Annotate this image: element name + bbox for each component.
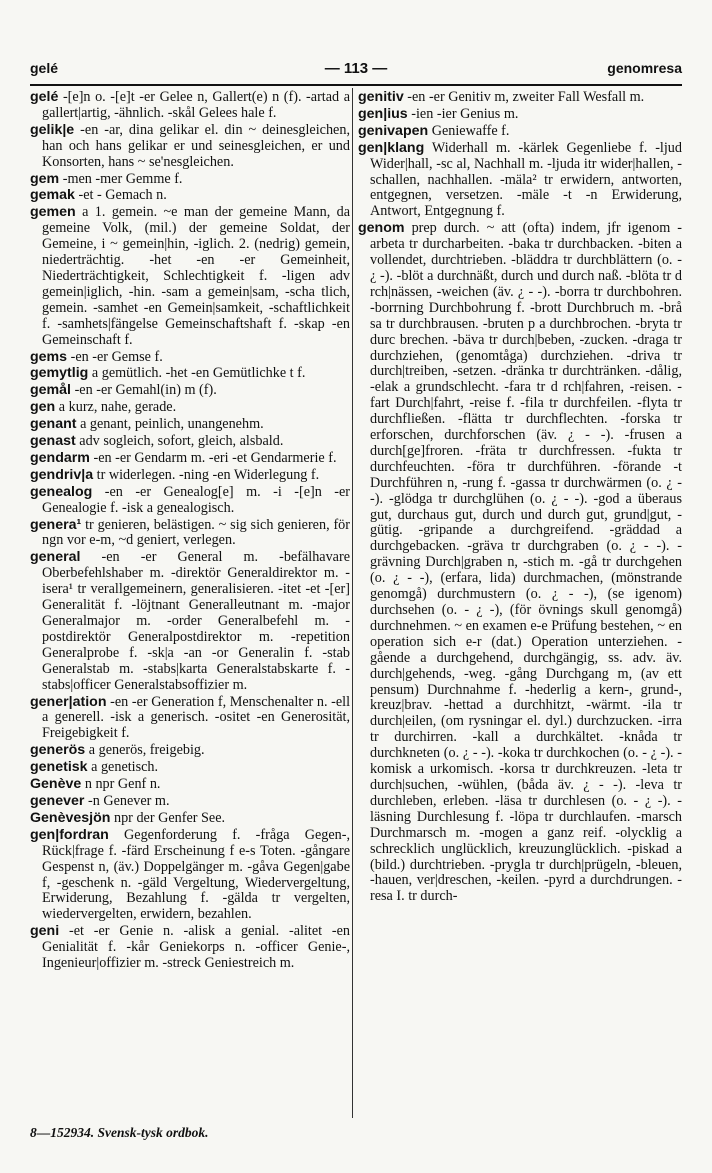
page-number: — 113 —	[324, 60, 388, 77]
entry-headword: Genève	[30, 776, 82, 793]
entry-headword: gemål	[30, 382, 72, 399]
entry-definition: -en -er Genitiv m, zweiter Fall Wesfall m.	[407, 89, 645, 105]
dictionary-entry	[30, 695, 350, 743]
dictionary-entry	[30, 760, 350, 776]
entry-definition: Widerhall m. -kärlek Gegenliebe f. -ljud Wider|hall, -sc al, Nachhall m. -ljuda itr wider|hallen, -schallen, nachhallen. -mäla² tr erwidern, antworten, entgegnen, versetzen. -mäle -t -n Erwiderung, Antwort, Entgegnung f.	[370, 139, 682, 220]
entry-definition: -et - Gemach n.	[78, 187, 167, 204]
entry-headword: gemen	[30, 204, 76, 221]
entry-headword: gemytlig	[30, 365, 89, 382]
dictionary-entry	[30, 188, 350, 204]
dictionary-entry	[30, 383, 350, 399]
entry-definition: adv sogleich, sofort, gleich, alsbald.	[79, 433, 284, 450]
entry-headword: gelik|e	[30, 121, 75, 138]
entry-headword: gems	[30, 348, 68, 365]
dictionary-entry	[30, 90, 350, 122]
right-column	[358, 90, 682, 906]
left-column	[30, 90, 350, 973]
entry-definition: -en -er General m. -befälhavare Oberbefehlshaber m. -direktör Generaldirektor m. -isera¹ tr verallgemeinern, generalisieren. -itet -et -[er] Generalität f. -löjtnant Generalleutnant m. -major Generalmajor m. -order Generalbefehl m. -postdirektör Generalpostdirektor m. -repetition Generalprobe f. -sk|a -an -or Generalin f. -stab Generalstab m. -stabs|karta Generalstabskarte f. -stabs|officer Generalstabsoffizier m.	[42, 549, 350, 693]
entry-headword: gemak	[30, 187, 75, 204]
entry-headword: gen|fordran	[30, 826, 109, 843]
dictionary-entry	[30, 205, 350, 348]
entry-headword: genast	[30, 433, 76, 450]
entry-headword: genetisk	[30, 759, 88, 776]
entry-headword: gendarm	[30, 449, 90, 466]
entry-definition: a generös, freigebig.	[88, 742, 205, 759]
dictionary-entry	[30, 366, 350, 382]
entry-definition: -et -er Genie n. -alisk a genial. -alitet -en Genialität f. -kår Geniekorps n. -officer Genie-, Ingenieur|offizier m. -streck Geniestreich m.	[42, 923, 350, 972]
entry-headword: gem	[30, 170, 60, 187]
entry-definition: npr der Genfer See.	[113, 809, 226, 826]
guide-word-right: genomresa	[607, 60, 682, 76]
dictionary-entry	[30, 924, 350, 972]
entry-definition: tr widerlegen. -ning -en Widerlegung f.	[96, 466, 320, 483]
dictionary-entry	[358, 107, 682, 123]
dictionary-entry	[358, 221, 682, 905]
dictionary-entry	[30, 451, 350, 467]
entry-definition: a 1. gemein. ~e man der gemeine Mann, da gemeine Volk, (mil.) der gemeine Soldat, der Gemeine, i ~ gemein|hin, -iglich. 2. (nedrig) gemein, niederträchtig. -het -en -er Gemeinheit, Niederträchtigkeit, Schlechtigkeit f. -ligen adv gemein|iglich, -hin. -sam a gemein|sam, -scha tlich, gemein. -samhet -en Gemein|samkeit, -schaftlichkeit f. -samhets|fängelse Gemeinschaftshaft f. -skap -en Gemeinschaft f.	[42, 204, 351, 348]
entry-headword: gen|klang	[358, 139, 425, 156]
guide-word-left: gelé	[30, 60, 59, 76]
entry-definition: Gegenforderung f. -fråga Gegen-, Rück|frage f. -färd Erscheinung f e-s Toten. -gångare Gespenst n, (äv.) Doppelgänger m. -gåva Gegen|gabe f, -geschenk n. -gäld Vergeltung, Wiedervergeltung, Erwiderung, Bezahlung f. -gälda tr vergelten, wiedervergelten, erwidern, bezahlen.	[42, 826, 350, 923]
entry-headword: gelé	[30, 89, 59, 105]
entry-headword: general	[30, 549, 81, 566]
dictionary-entry	[30, 172, 350, 188]
entry-headword: Genèvesjön	[30, 809, 111, 826]
entry-headword: geni	[30, 923, 60, 940]
entry-definition: -ien -ier Genius m.	[411, 105, 519, 122]
entry-definition: Geniewaffe f.	[431, 122, 510, 139]
entry-headword: gener|ation	[30, 693, 107, 710]
dictionary-entry	[30, 811, 350, 827]
entry-definition: -en -er Genealog[e] m. -i -[e]n -er Genealogie f. -isk a genealogisch.	[42, 483, 351, 516]
dictionary-entry	[30, 743, 350, 759]
dictionary-entry	[358, 141, 682, 221]
dictionary-entry	[30, 828, 350, 923]
dictionary-entry	[30, 434, 350, 450]
entry-definition: a genant, peinlich, unangenehm.	[80, 416, 264, 433]
entry-definition: -en -ar, dina gelikar el. din ~ deinesgleichen, han och hans gelikar er und seinesgleichen, er und Konsorten, hans ~ se'nesgleichen.	[42, 121, 350, 170]
entry-headword: gendriv|a	[30, 466, 94, 483]
dictionary-entry	[30, 400, 350, 416]
dictionary-entry	[30, 485, 350, 517]
entry-definition: a genetisch.	[91, 759, 159, 776]
entry-headword: genant	[30, 416, 77, 433]
dictionary-entry	[30, 777, 350, 793]
dictionary-entry	[30, 350, 350, 366]
header-rule	[30, 84, 682, 86]
entry-headword: genealog	[30, 483, 93, 500]
dictionary-entry	[30, 794, 350, 810]
entry-headword: gen	[30, 399, 56, 416]
entry-definition: -n Genever m.	[87, 792, 170, 809]
dictionary-entry	[30, 123, 350, 171]
entry-definition: -[e]n o. -[e]t -er Gelee n, Gallert(e) n (f). -artad a gallert|artig, -ähnlich. -skål Gelees hale f.	[42, 89, 350, 121]
entry-definition: n npr Genf n.	[84, 776, 161, 793]
entry-definition: -en -er Gemse f.	[70, 348, 163, 365]
entry-definition: -en -er Gendarm m. -eri -et Gendarmerie f.	[93, 449, 337, 466]
entry-headword: genever	[30, 792, 85, 809]
entry-headword: genivapen	[358, 122, 429, 139]
dictionary-entry	[30, 550, 350, 693]
entry-definition: a kurz, nahe, gerade.	[58, 399, 177, 416]
dictionary-entry	[30, 518, 350, 550]
entry-headword: genera¹	[30, 516, 82, 533]
page-footer: 8—152934. Svensk-tysk ordbok.	[30, 1125, 209, 1140]
entry-definition: -en -er Gemahl(in) m (f).	[74, 382, 217, 399]
column-divider	[352, 88, 353, 1118]
entry-definition: tr genieren, belästigen. ~ sig sich genieren, för ngn vor e-m, ~d geniert, verlegen.	[42, 516, 350, 549]
dictionary-entry	[358, 90, 682, 106]
dictionary-entry	[30, 417, 350, 433]
entry-headword: genitiv	[358, 89, 404, 105]
entry-definition: prep durch. ~ att (ofta) indem, jfr igenom -arbeta tr durcharbeiten. -baka tr durchbacken. -biten a vollendet, durchtrieben. -bläddra tr durchblättern (o. - ¿ -). -blöt a durchnäßt, durch und durch naß. -blöta tr d rch|nässen, -weichen (äv. ¿ - -). -borra tr durchbohren. -borrning Durchbohrung f. -brott Durchbruch m. -brå sa tr durchbrausen. -bruten p a durchbrochen. -bryta tr durc brechen. -bäva tr durch|beben, -zucken. -draga tr durchziehen, (genomtåga) durchziehen. -driva tr durch|treiben, -setzen. -dränka tr durchtränken. -dålig, -elak a grundschlecht. -fara tr d rch|fahren, -reisen. -fart Durch|fahrt, -reise f. -fila tr durchfeilen. -flyta tr durchfließen. -flätta tr durchflechten. -forska tr erforschen, durchforschen (äv. ¿ - -). -frusen a durch[ge]froren. -fräta tr durchfressen. -fukta tr durchfeuchten. -föra tr durchführen. -förande -t Durchführen n, -rung f. -gassa tr durchwärmen (o. ¿ - -). -glödga tr durchglühen (o. ¿ - -). -god a überaus gut, durchaus gut, durch und durch gut, grund|gut, -gütig. -gripande a durchgreifend. -gräddad a durchgebacken. -gräva tr durchgraben (o. ¿ - -). -grävning Durch|graben n, -stich m. -gå tr durchgehen (o. ¿ - -), (erfara, lida) durchmachen, (mönstrande genomgå) durchmustern (o. ¿ - -), (se igenom) durchsehen (o. - ¿ -), (för övnings skull genomgå) durchnehmen. ~ en examen e-e Prüfung bestehen, ~ en operation sich e-r (dat.) Operation unterziehen. -gående a durchgehend, durchgängig, ss. adv. äv. durch|gehends, -weg. -gång Durchgang m, (av ett pensum) Durchnahme f. -hederlig a kern-, grund-, kreuz|brav. -hettad a durchhitzt, -wärmt. -ila tr durch|eilen, (om rysningar el. dyl.) durchzucken. -irra tr durchirren. -kall a durchkältet. -knåda tr durchkneten (o. ¿ - -). -koka tr durchkochen (o. - ¿ -). -komisk a urkomisch. -korsa tr durchkreuzen. -leta tr durch|suchen, -wühlen, (båda äv. ¿ - -). -leva tr durchleben, erleben. -läsa tr durchlesen (o. - ¿ -). -läsning Durchlesung f. -löpa tr durchlaufen. -marsch Durchmarsch m. -mogen a ganz reif. -olycklig a schrecklich unglücklich, kreuzunglücklich. -piskad a (bild.) durchtrieben. -prygla tr durch|prügeln, -bleuen, -hauen, ver|dreschen, -keilen. -pyrd a durchdrungen. -resa I. tr durch-	[370, 220, 682, 905]
entry-definition: -men -mer Gemme f.	[62, 170, 183, 187]
entry-headword: genom	[358, 220, 405, 237]
entry-definition: a gemütlich. -het -en Gemütlichke t f.	[91, 365, 306, 382]
dictionary-entry	[30, 468, 350, 484]
entry-headword: gen|ius	[358, 105, 408, 122]
entry-definition: -en -er Generation f, Menschenalter n. -ell a generell. -isk a generisch. -ositet -en Generosität, Freigebigkeit f.	[42, 693, 351, 742]
dictionary-entry	[358, 124, 682, 140]
entry-headword: generös	[30, 742, 86, 759]
page-header	[30, 60, 682, 86]
